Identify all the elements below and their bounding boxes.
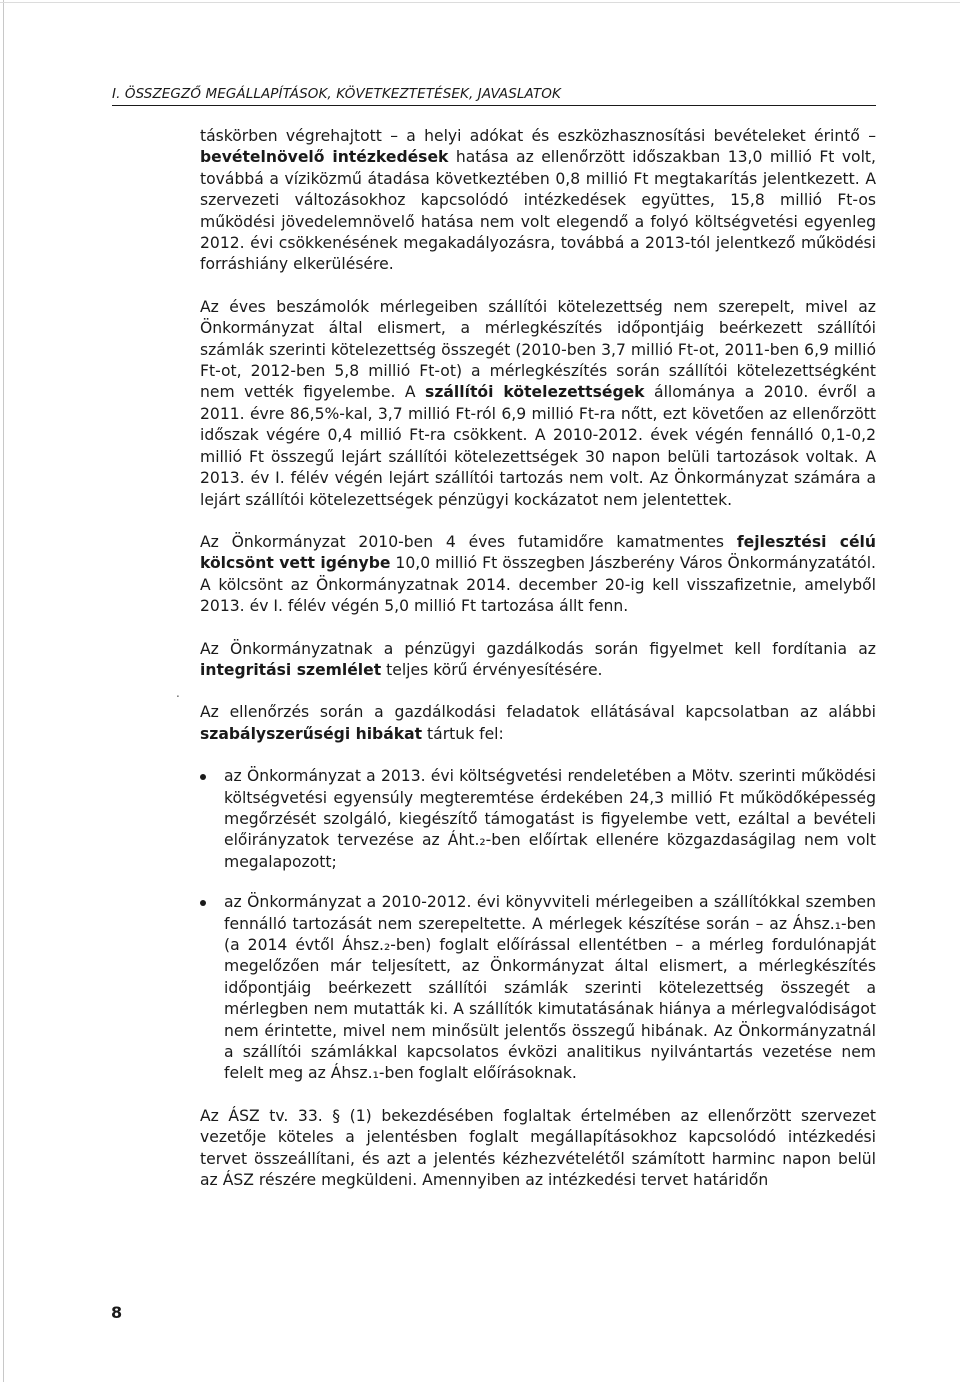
scan-edge-left	[3, 0, 4, 1382]
paragraph-text: Az éves beszámolók mérlegeiben szállítói kötelezettség nem szerepelt, mivel az Önkormányzat által elismert, a mérlegkészítés időpontjáig beérkezett szállítói számlák szerinti kötelezettség összegét (2010-ben 3,7 millió Ft-ot, 2011-ben 6,9 millió Ft-ot, 2012-ben 5,8 millió Ft-ot) a mérlegkészítés során szállítói kötelezettségként nem vették figyelembe. A	[200, 297, 876, 402]
page-number: 8	[111, 1303, 123, 1322]
paragraph-text: állománya a 2010. évről a 2011. évre 86,5%-kal, 3,7 millió Ft-ról 6,9 millió Ft-ra nőtt, ezt követően az ellenőrzött időszak végére 0,4 millió Ft-ra csökkent. A 2010-2012. évek végén fennálló 0,1-0,2 millió Ft összegű lejárt szállítói kötelezettségek 30 napon belüli tartozások voltak. A 2013. év I. félév végén lejárt szállítói tartozás nem volt. Az Önkormányzat számára a lejárt szállítói kötelezettségek pénzügyi kockázatot nem jelentettek.	[200, 383, 876, 509]
findings-list	[200, 766, 876, 1085]
paragraph-text: hatása az ellenőrzött időszakban 13,0 millió Ft volt, továbbá a víziközmű átadása következtében 0,8 millió Ft megtakarítás jelentkezett. A szervezeti változásokhoz kapcsolódó intézkedések együttes, 15,8 millió Ft-os működési jövedelemnövelő hatása nem volt elegendő a folyó költségvetési egyenleg 2012. évi csökkenésének megakadályozásra, továbbá a 2013-tól jelentkező működési forráshiány elkerülésére.	[200, 148, 876, 274]
emphasis-text: bevételnövelő intézkedések	[200, 148, 449, 167]
bullet-icon	[200, 774, 206, 780]
emphasis-text: szabályszerűségi hibákat	[200, 724, 423, 743]
paragraph-regularity-errors	[200, 702, 876, 745]
paragraph-closing: Az ÁSZ tv. 33. § (1) bekezdésében foglaltak értelmében az ellenőrzött szervezet vezetője köteles a jelentésben foglalt megállapításokhoz kapcsolódó intézkedési tervet összeállítani, és azt a jelentés kézhezvételétől számított harminc napon belül az ÁSZ részére megküldeni. Amennyiben az intézkedési tervet határidőn	[200, 1106, 876, 1190]
running-header: I. ÖSSZEGZŐ MEGÁLLAPÍTÁSOK, KÖVETKEZTETÉSEK, JAVASLATOK	[112, 86, 561, 102]
paragraph-integrity	[200, 639, 876, 682]
paragraph-text: 10,0 millió Ft összegben Jászberény Város Önkormányzatától. A kölcsönt az Önkormányzatnak 2014. december 20-ig kell visszafizetnie, amelyből 2013. év I. félév végén 5,0 millió Ft tartozása állt fenn.	[200, 554, 876, 616]
stray-mark: .	[176, 686, 180, 700]
emphasis-text: szállítói kötelezettségek	[425, 383, 645, 402]
page-body	[200, 126, 876, 1212]
paragraph-intro-measures	[200, 126, 876, 276]
paragraph-development-loan	[200, 532, 876, 618]
paragraph-text: táskörben végrehajtott – a helyi adókat és eszközhasznosítási bevételeket érintő –	[200, 127, 876, 145]
paragraph-text: teljes körű érvényesítésére.	[381, 660, 603, 679]
paragraph-text: Az Önkormányzat 2010-ben 4 éves futamidőre kamatmentes	[200, 532, 737, 551]
paragraph-text: Az Önkormányzatnak a pénzügyi gazdálkodás során figyelmet kell fordítania az	[200, 639, 876, 658]
list-item	[200, 892, 876, 1085]
list-item-text: az Önkormányzat a 2013. évi költségvetési rendeletében a Mötv. szerinti működési költségvetési egyensúly megteremtése érdekében 24,3 millió Ft működőképesség megőrzését szolgáló, kiegészítő támogatást is figyelembe vett, ezáltal a bevételi előirányzatok tervezése az Áht.₂-ben előírtak ellenére közgazdaságilag nem volt megalapozott;	[224, 767, 876, 871]
paragraph-text: Az ellenőrzés során a gazdálkodási feladatok ellátásával kapcsolatban az alábbi	[200, 703, 876, 722]
bullet-icon	[200, 900, 206, 906]
paragraph-text: tártuk fel:	[422, 724, 504, 743]
scan-edge-top	[0, 2, 960, 3]
list-item	[200, 766, 876, 873]
list-item-text: az Önkormányzat a 2010-2012. évi könyvviteli mérlegeiben a szállítókkal szemben fennálló tartozását nem szerepeltette. A mérlegek készítése során – az Áhsz.₁-ben (a 2014 évtől Áhsz.₂-ben) foglalt előírással ellentétben – a mérleg fordulónapját megelőzően már teljesített, az Önkormányzat által elismert, a mérlegkészítés időpontjáig beérkezett szállítói számlák szerinti kötelezettség összegét a mérlegben nem mutatták ki. A szállítók kimutatásának hiánya a mérlegvalódiságot nem érintette, mivel nem minősült jelentős összegű hibának. Az Önkormányzatnál a szállítói számlákkal kapcsolatos évközi analitikus nyilvántartás vezetése nem felelt meg az Áhsz.₁-ben foglalt előírásoknak.	[224, 893, 876, 1083]
emphasis-text: integritási szemlélet	[200, 660, 382, 679]
header-rule	[112, 105, 876, 106]
emphasis-text: fejlesztési célú kölcsönt vett igénybe	[200, 532, 876, 573]
paragraph-supplier-liabilities	[200, 297, 876, 511]
